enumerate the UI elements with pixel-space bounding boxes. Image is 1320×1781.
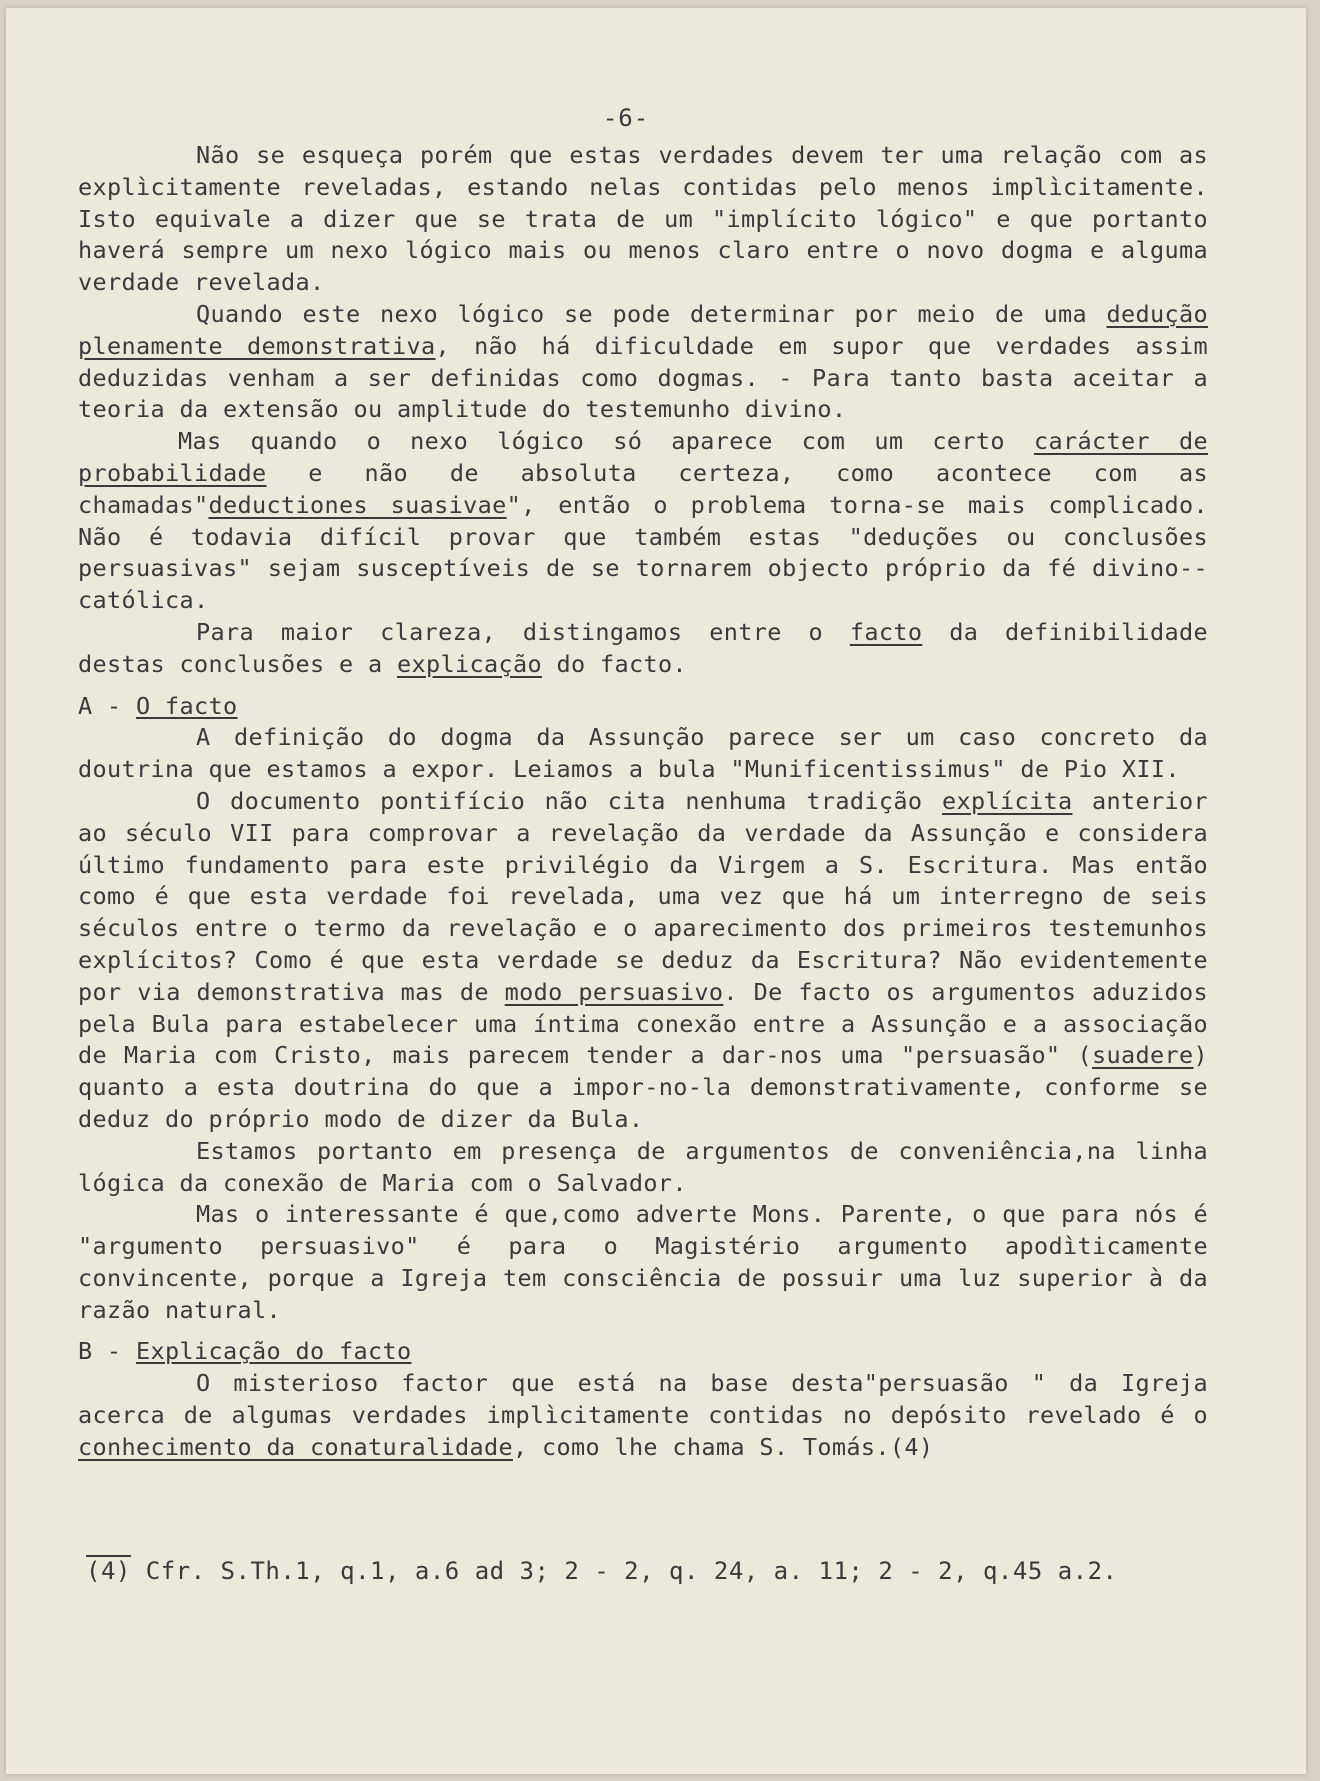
section-b-title: Explicação do facto bbox=[136, 1337, 412, 1366]
underlined-text: explicação bbox=[396, 649, 542, 678]
paragraph bbox=[78, 140, 1208, 299]
text-run: do facto. bbox=[541, 649, 687, 678]
section-a-heading bbox=[78, 691, 1208, 723]
underlined-text: conhecimento da conaturalidade bbox=[78, 1432, 513, 1461]
section-b-prefix: B - bbox=[78, 1337, 136, 1366]
text-run: , como lhe chama S. Tomás.(4) bbox=[512, 1432, 934, 1461]
paragraph bbox=[78, 299, 1208, 426]
text-run: O documento pontifício não cita nenhuma tradição bbox=[196, 786, 942, 815]
text-run: Estamos portanto em presença de argumentos de conveniência,na linha lógica da conexão de Maria com o Salvador. bbox=[78, 1136, 1208, 1197]
underlined-text: carácter de probabilidade bbox=[78, 427, 1208, 487]
text-run: . De facto os argumentos aduzidos pela Bula para estabelecer uma íntima conexão entre a Assunção e a associação de Maria com Cristo, mais parecem tender a dar-nos uma "persuasão" ( bbox=[78, 977, 1208, 1070]
text-run: Quando este nexo lógico se pode determinar por meio de uma bbox=[196, 299, 1107, 328]
text-run: e não de absoluta certeza, como acontece com as chamadas" bbox=[78, 458, 1208, 519]
text-run: ) quanto a esta doutrina do que a impor-no-la demonstrativamente, conforme se deduz do próprio modo de dizer da Bula. bbox=[78, 1041, 1208, 1133]
section-b-heading bbox=[78, 1336, 1208, 1368]
text-run: O misterioso factor que está na base desta"persuasão " da Igreja acerca de algumas verdades implìcitamente contidas no depósito revelado é o bbox=[78, 1369, 1208, 1430]
paragraph bbox=[78, 786, 1208, 1136]
paragraph bbox=[78, 617, 1208, 681]
paragraph bbox=[78, 426, 1208, 617]
footnote-mark: (4) bbox=[86, 1557, 131, 1585]
paragraph bbox=[78, 1136, 1208, 1200]
underlined-text: explícita bbox=[941, 786, 1073, 815]
page-number: -6- bbox=[602, 104, 650, 132]
underlined-text: deductiones suasivae bbox=[208, 490, 507, 519]
section-a-prefix: A - bbox=[78, 691, 136, 720]
text-run: anterior ao século VII para comprovar a revelação da verdade da Assunção e considera último fundamento para este privilégio da Virgem a S. Escritura. Mas então como é que esta verdade foi revelada, uma vez que há um interregno de seis séculos entre o termo da revelação e o aparecimento dos primeiros testemunhos explícitos? Como é que esta verdade se deduz da Escritura? Não evidentemente por via demonstrativa mas de bbox=[78, 786, 1208, 1006]
underlined-text: modo persuasivo bbox=[504, 977, 724, 1006]
document-body bbox=[78, 140, 1208, 1464]
underlined-text: facto bbox=[849, 617, 923, 646]
text-run: , não há dificuldade em supor que verdades assim deduzidas venham a ser definidas como dogmas. - Para tanto basta aceitar a teoria da extensão ou amplitude do testemunho divino. bbox=[78, 331, 1208, 424]
text-run: Não se esqueça porém que estas verdades devem ter uma relação com as explìcitamente reveladas, estando nelas contidas pelo menos implìcitamente. Isto equivale a dizer que se trata de um "implícito lógico" e que portanto haverá sempre um nexo lógico mais ou menos claro entre o novo dogma e alguma verdade revelada. bbox=[78, 141, 1208, 297]
footnote-text: Cfr. S.Th.1, q.1, a.6 ad 3; 2 - 2, q. 24, a. 11; 2 - 2, q.45 a.2. bbox=[130, 1557, 1118, 1585]
document-page bbox=[6, 8, 1306, 1774]
text-run: Mas quando o nexo lógico só aparece com um certo bbox=[178, 427, 1034, 456]
text-run: Mas o interessante é que,como adverte Mons. Parente, o que para nós é "argumento persuasivo" é para o Magistério argumento apodìticamente convincente, porque a Igreja tem consciência de possuir uma luz superior à da razão natural. bbox=[78, 1200, 1208, 1324]
underlined-text: dedução plenamente demonstrativa bbox=[78, 299, 1208, 360]
paragraph bbox=[78, 722, 1208, 786]
text-run: Para maior clareza, distingamos entre o bbox=[196, 617, 850, 646]
underlined-text: suadere bbox=[1092, 1041, 1194, 1070]
text-run: A definição do dogma da Assunção parece ser um caso concreto da doutrina que estamos a expor. Leiamos a bula "Munificentissimus" de Pio XII. bbox=[78, 723, 1208, 784]
text-run: ", então o problema torna-se mais complicado. Não é todavia difícil provar que também estas "deduções ou conclusões persuasivas" sejam susceptíveis de se tornarem objecto próprio da fé divino--católica. bbox=[78, 490, 1208, 615]
paragraph bbox=[78, 1199, 1208, 1326]
paragraph bbox=[78, 1368, 1208, 1463]
text-run: da definibilidade destas conclusões e a bbox=[78, 617, 1208, 678]
footnote bbox=[86, 1557, 1186, 1585]
section-a-title: O facto bbox=[136, 691, 238, 720]
